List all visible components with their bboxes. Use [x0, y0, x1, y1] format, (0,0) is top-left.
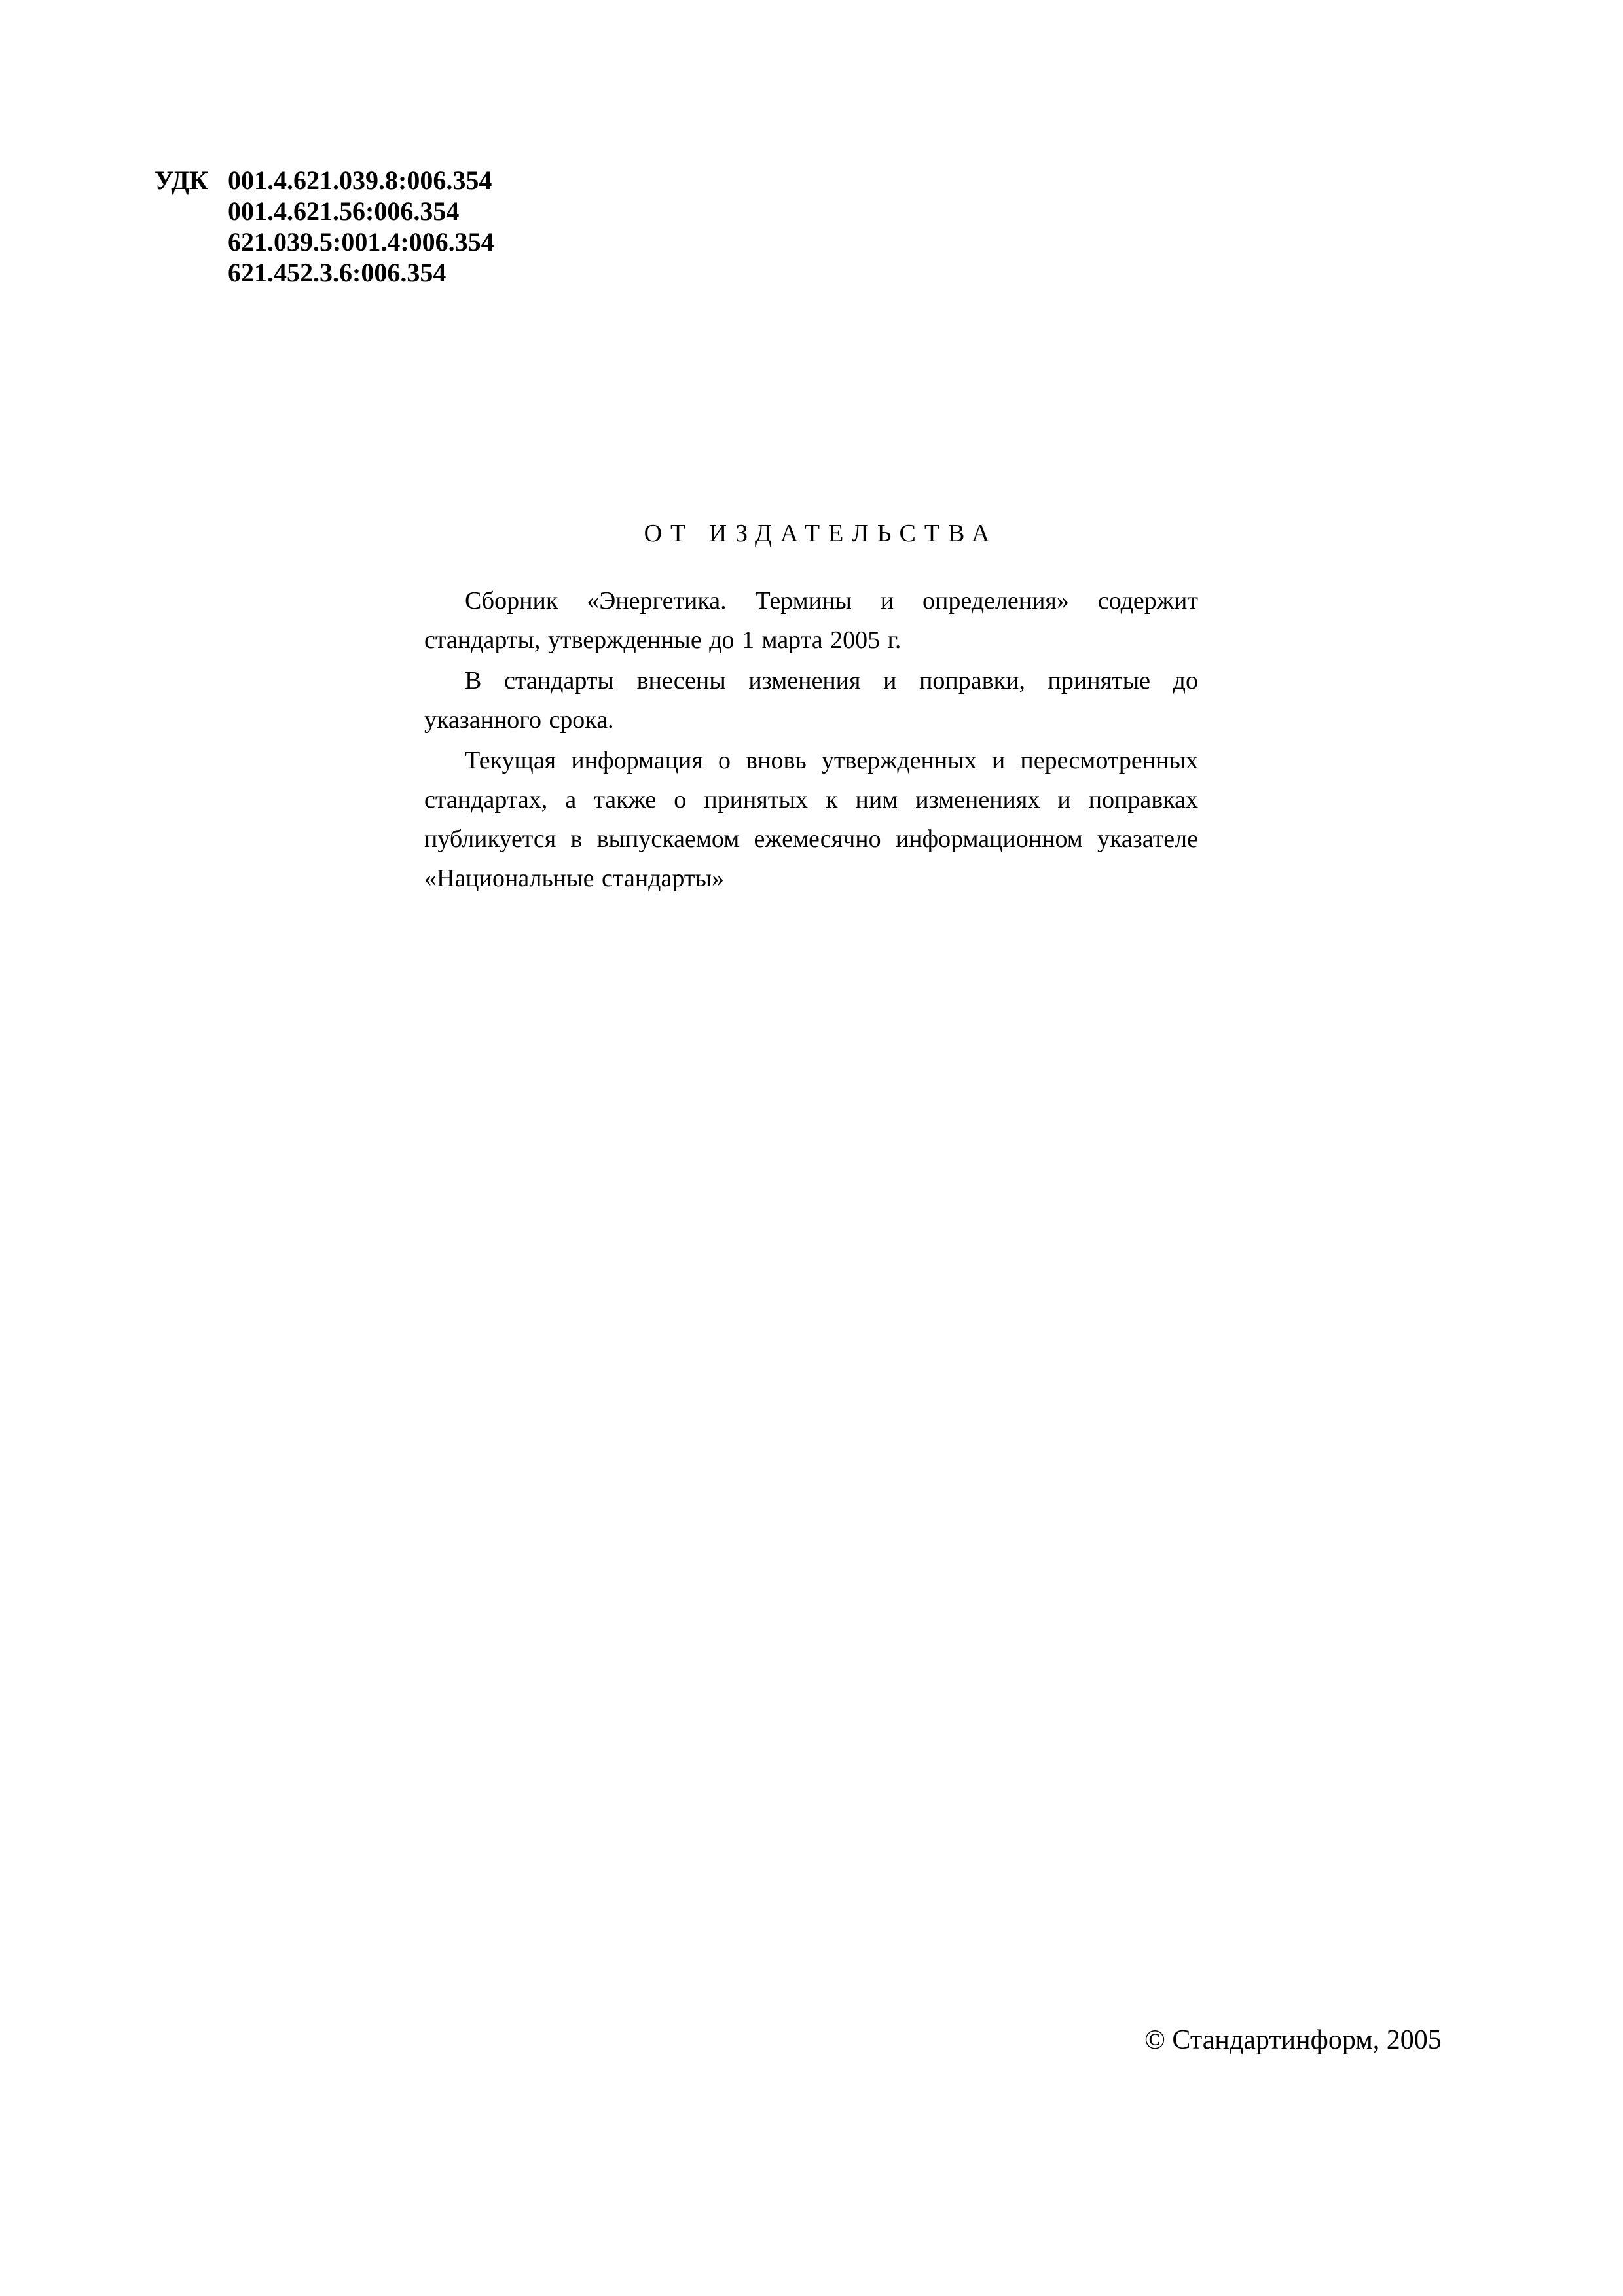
udc-code: 621.039.5:001.4:006.354 — [228, 227, 494, 257]
publisher-notice — [424, 517, 1198, 899]
udc-code: 001.4.621.56:006.354 — [228, 196, 460, 226]
udc-block — [155, 165, 494, 288]
copyright-notice: © Стандартинформ, 2005 — [1144, 2025, 1442, 2055]
notice-paragraph: Текущая информация о вновь утвержденных и пересмотренных стандартах, а также о принятых к ним изменениях и поправках публикуется в выпускаемом ежемесячно информационном указателе «Национальные стандарты» — [424, 747, 1198, 892]
notice-title: ОТ ИЗДАТЕЛЬСТВА — [644, 520, 998, 547]
notice-paragraph: В стандарты внесены изменения и поправки, принятые до указанного срока. — [424, 667, 1198, 734]
udc-code: 001.4.621.039.8:006.354 — [228, 166, 492, 195]
udc-code: 621.452.3.6:006.354 — [228, 258, 447, 287]
udc-label: УДК — [155, 166, 208, 195]
notice-paragraph: Сборник «Энергетика. Термины и определения» содержит стандарты, утвержденные до 1 марта 2005 г. — [424, 587, 1198, 654]
udc-codes — [228, 165, 494, 288]
